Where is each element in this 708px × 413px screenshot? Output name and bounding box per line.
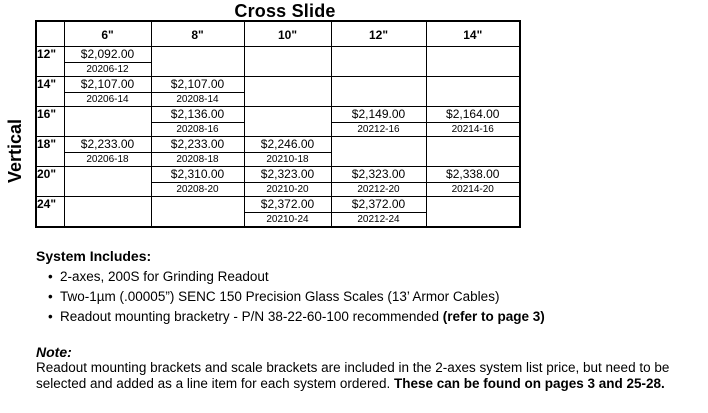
empty-cell (331, 137, 426, 167)
row-label: 16" (36, 107, 64, 137)
price-value: $2,164.00 (427, 107, 520, 123)
price-cell (244, 197, 331, 228)
price-cell (151, 77, 244, 107)
part-number: 20210-18 (266, 154, 309, 165)
part-number: 20210-20 (266, 184, 309, 195)
row-label: 20" (36, 167, 64, 197)
price-value: $2,323.00 (332, 167, 426, 183)
price-value: $2,233.00 (65, 137, 151, 153)
price-cell (64, 77, 151, 107)
part-number: 20206-12 (86, 64, 129, 75)
part-number: 20212-20 (357, 184, 400, 195)
column-header-14: 14" (426, 21, 520, 47)
empty-cell (151, 47, 244, 77)
bullet-icon: • (48, 309, 53, 324)
list-item (48, 287, 696, 307)
price-cell (244, 167, 331, 197)
row-label: 18" (36, 137, 64, 167)
column-header-10: 10" (244, 21, 331, 47)
column-header-row (36, 21, 520, 47)
empty-cell (331, 47, 426, 77)
part-number: 20214-20 (451, 184, 494, 195)
price-cell (244, 137, 331, 167)
includes-heading: System Includes: (36, 248, 152, 264)
note-bold-text: These can be found on pages 3 and 25-28. (393, 376, 665, 391)
part-number: 20208-16 (176, 124, 219, 135)
part-number: 20208-20 (176, 184, 219, 195)
empty-cell (244, 47, 331, 77)
corner-cell (36, 21, 64, 47)
empty-cell (426, 137, 520, 167)
list-item (48, 307, 696, 327)
list-item-text: Readout mounting bracketry - P/N 38-22-60-100 recommended (60, 309, 443, 324)
empty-cell (426, 47, 520, 77)
price-cell (331, 107, 426, 137)
table-row (36, 137, 520, 167)
column-header-6: 6" (64, 21, 151, 47)
bullet-icon: • (48, 289, 53, 304)
empty-cell (151, 197, 244, 228)
table-row (36, 197, 520, 228)
part-number: 20212-16 (357, 124, 400, 135)
list-item-text: 2-axes, 200S for Grinding Readout (60, 269, 269, 284)
price-grid (35, 20, 521, 228)
price-value: $2,372.00 (332, 197, 426, 213)
price-cell (151, 137, 244, 167)
bullet-icon: • (48, 269, 53, 284)
empty-cell (244, 77, 331, 107)
includes-list (36, 267, 696, 327)
note-text: Readout mounting brackets and scale brackets are included in the 2-axes system list price, but need to be selected and added as a line item for each system ordered. (36, 360, 670, 391)
page-title: Cross Slide (234, 1, 336, 21)
price-value: $2,149.00 (332, 107, 426, 123)
price-value: $2,246.00 (245, 137, 331, 153)
empty-cell (426, 197, 520, 228)
price-cell (426, 167, 520, 197)
row-label: 24" (36, 197, 64, 228)
empty-cell (426, 77, 520, 107)
part-number: 20212-24 (357, 214, 400, 225)
empty-cell (64, 167, 151, 197)
part-number: 20214-16 (451, 124, 494, 135)
system-includes (36, 248, 696, 327)
price-cell (331, 167, 426, 197)
empty-cell (331, 77, 426, 107)
column-header-12: 12" (331, 21, 426, 47)
price-value: $2,323.00 (245, 167, 331, 183)
price-cell (64, 47, 151, 77)
price-cell (64, 137, 151, 167)
price-value: $2,233.00 (152, 137, 244, 153)
column-header-8: 8" (151, 21, 244, 47)
price-value: $2,372.00 (245, 197, 331, 213)
price-value: $2,092.00 (65, 47, 151, 63)
price-value: $2,338.00 (427, 167, 520, 183)
part-number: 20208-14 (176, 94, 219, 105)
price-value: $2,310.00 (152, 167, 244, 183)
list-item-bold: (refer to page 3) (442, 309, 545, 324)
list-item (48, 267, 696, 287)
part-number: 20210-24 (266, 214, 309, 225)
part-number: 20206-18 (86, 154, 129, 165)
price-cell (426, 107, 520, 137)
price-cell (151, 167, 244, 197)
note-label: Note: (36, 344, 72, 360)
part-number: 20206-14 (86, 94, 129, 105)
price-value: $2,136.00 (152, 107, 244, 123)
list-item-text: Two-1µm (.00005”) SENC 150 Precision Glass Scales (13’ Armor Cables) (60, 289, 500, 304)
price-cell (151, 107, 244, 137)
table-row (36, 107, 520, 137)
price-cell (331, 197, 426, 228)
vertical-axis-label: Vertical (5, 118, 25, 183)
price-value: $2,107.00 (152, 77, 244, 93)
row-label: 12" (36, 47, 64, 77)
row-label: 14" (36, 77, 64, 107)
part-number: 20208-18 (176, 154, 219, 165)
empty-cell (244, 107, 331, 137)
empty-cell (64, 197, 151, 228)
empty-cell (64, 107, 151, 137)
note (36, 344, 704, 392)
table-row (36, 47, 520, 77)
table-row (36, 77, 520, 107)
price-value: $2,107.00 (65, 77, 151, 93)
table-row (36, 167, 520, 197)
